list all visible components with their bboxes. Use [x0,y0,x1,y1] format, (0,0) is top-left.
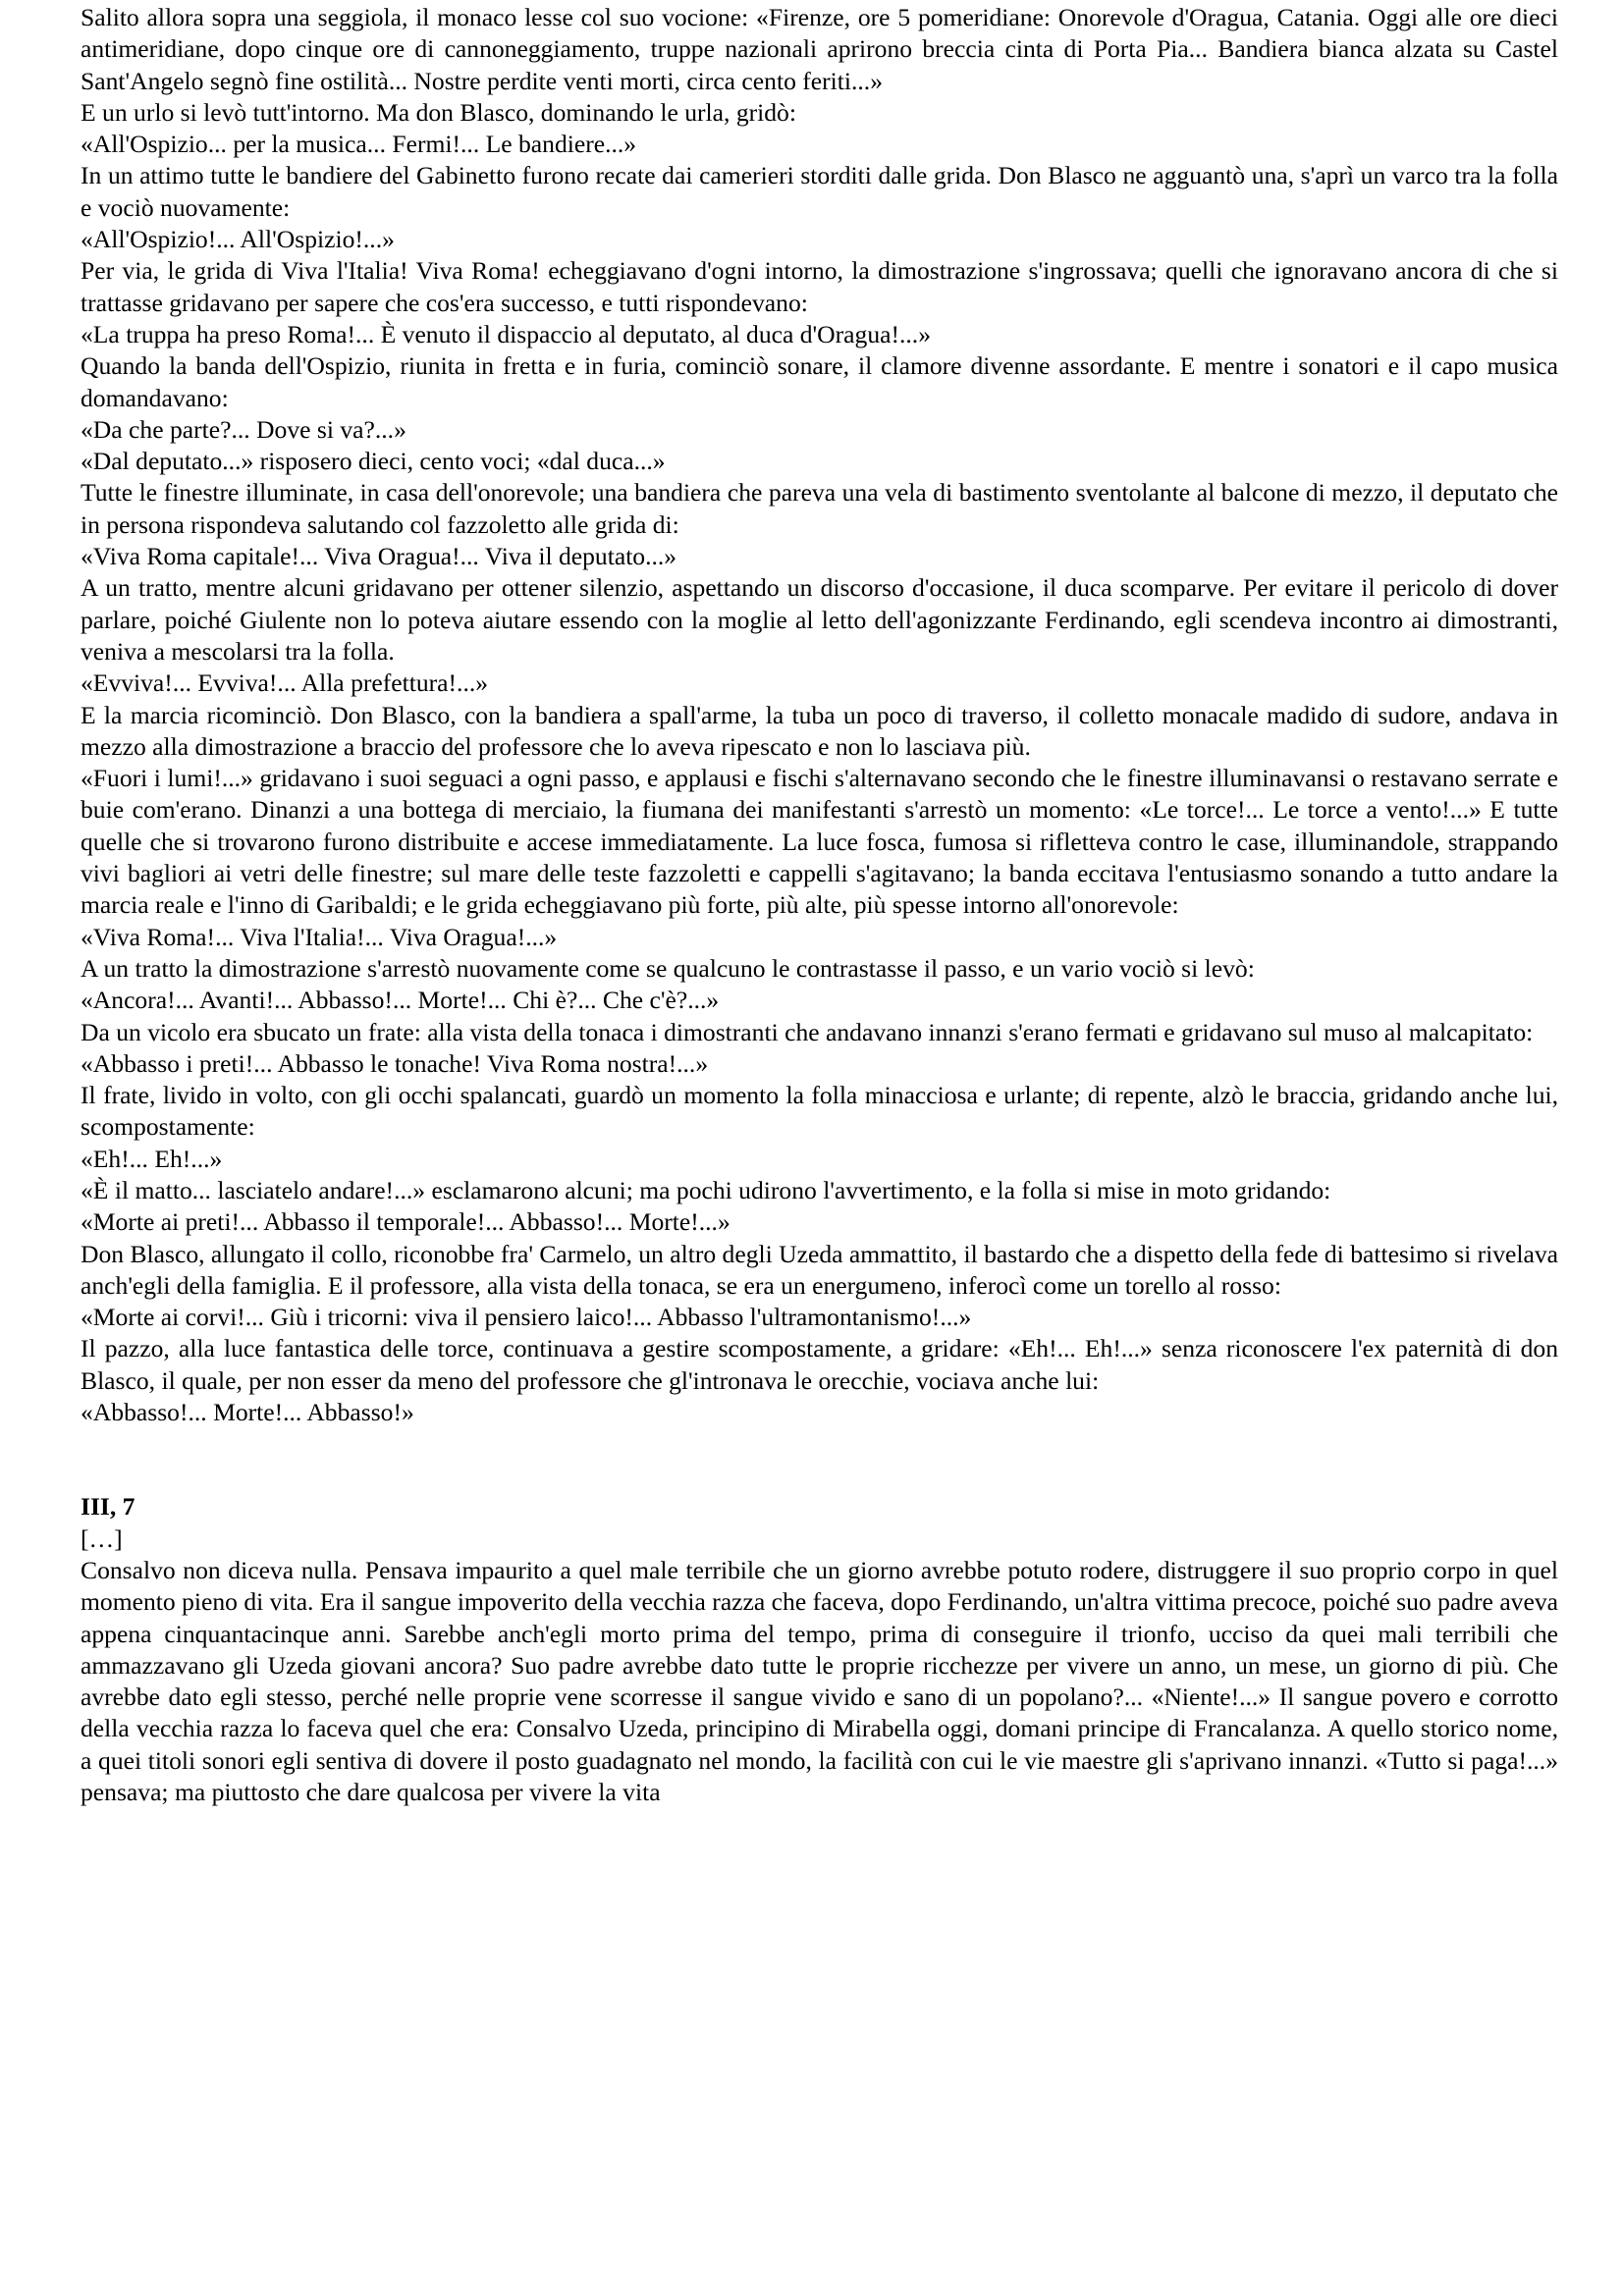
paragraph: Per via, le grida di Viva l'Italia! Viva Roma! echeggiavano d'ogni intorno, la dimostrazione s'ingrossava; quelli che ignoravano ancora di che si trattasse gridavano per sapere che cos'era successo, e tutti rispondevano: [81,256,1558,317]
section-heading: III, 7 [81,1492,135,1522]
paragraph: «Viva Roma!... Viva l'Italia!... Viva Oragua!...» [81,922,558,951]
paragraph: «Eh!... Eh!...» [81,1144,223,1173]
paragraph: «Viva Roma capitale!... Viva Oragua!... Viva il deputato...» [81,542,677,571]
document-page [81,2,1558,1808]
paragraph: In un attimo tutte le bandiere del Gabinetto furono recate dai camerieri storditi dalle grida. Don Blasco ne agguantò una, s'aprì un varco tra la folla e vociò nuovamente: [81,161,1558,222]
paragraph: Don Blasco, allungato il collo, riconobbe fra' Carmelo, un altro degli Uzeda ammattito, il bastardo che a dispetto della fede di battesimo si rivelava anch'egli della famiglia. E il professore, alla vista della tonaca, se era un energumeno, inferocì come un torello al rosso: [81,1239,1558,1300]
paragraph: «La truppa ha preso Roma!... È venuto il dispaccio al deputato, al duca d'Oragua!...» [81,319,931,348]
paragraph: Salito allora sopra una seggiola, il monaco lesse col suo vocione: «Firenze, ore 5 pomeridiane: Onorevole d'Oragua, Catania. Oggi alle ore dieci antimeridiane, dopo cinque ore di cannoneggiamento, truppe nazionali aprirono breccia cinta di Porta Pia... Bandiera bianca alzata su Castel Sant'Angelo segnò fine ostilità... Nostre perdite venti morti, circa cento feriti...» [81,3,1558,95]
paragraph: «All'Ospizio... per la musica... Fermi!... Le bandiere...» [81,130,637,159]
paragraph: «Morte ai preti!... Abbasso il temporale!... Abbasso!... Morte!...» [81,1207,730,1237]
paragraph: «Evviva!... Evviva!... Alla prefettura!...» [81,668,489,698]
section-paragraph: Consalvo non diceva nulla. Pensava impaurito a quel male terribile che un giorno avrebbe potuto rodere, distruggere il suo proprio corpo in quel momento pieno di vita. Era il sangue impoverito della vecchia razza che faceva, dopo Ferdinando, un'altra vittima precoce, poiché suo padre aveva appena cinquantacinque anni. Sarebbe anch'egli morto prima del tempo, prima di conseguire il trionfo, ucciso da quei mali terribili che ammazzavano gli Uzeda giovani ancora? Suo padre avrebbe dato tutte le proprie ricchezze per vivere un anno, un mese, un giorno di più. Che avrebbe dato egli stesso, perché nelle proprie vene scorresse il sangue vivido e sano di un popolano?... «Niente!...» Il sangue povero e corrotto della vecchia razza lo faceva quel che era: Consalvo Uzeda, principino di Mirabella oggi, domani principe di Francalanza. A quello storico nome, a quei titoli sonori egli sentiva di dovere il posto guadagnato nel mondo, la facilità con cui le vie maestre gli s'aprivano innanzi. «Tutto si paga!...» pensava; ma piuttosto che dare qualcosa per vivere la vita [81,1555,1558,1807]
paragraph: Da un vicolo era sbucato un frate: alla vista della tonaca i dimostranti che andavano innanzi s'erano fermati e gridavano sul muso al malcapitato: [81,1017,1534,1046]
paragraph: A un tratto la dimostrazione s'arrestò nuovamente come se qualcuno le contrastasse il passo, e un vario vociò si levò: [81,953,1255,983]
paragraph: «All'Ospizio!... All'Ospizio!...» [81,225,395,254]
paragraph: «Ancora!... Avanti!... Abbasso!... Morte!... Chi è?... Che c'è?...» [81,986,720,1015]
paragraph: «Abbasso i preti!... Abbasso le tonache! Viva Roma nostra!...» [81,1048,709,1078]
paragraph: E un urlo si levò tutt'intorno. Ma don Blasco, dominando le urla, gridò: [81,97,796,127]
paragraph: Il pazzo, alla luce fantastica delle torce, continuava a gestire scompostamente, a gridare: «Eh!... Eh!...» senza riconoscere l'ex paternità di don Blasco, il quale, per non esser da meno del professore che gl'intronava le orecchie, vociava anche lui: [81,1334,1558,1395]
paragraph: «Dal deputato...» risposero dieci, cento voci; «dal duca...» [81,447,666,476]
paragraph: E la marcia ricominciò. Don Blasco, con la bandiera a spall'arme, la tuba un poco di traverso, il colletto monacale madido di sudore, andava in mezzo alla dimostrazione a braccio del professore che lo aveva ripescato e non lo lasciava più. [81,700,1558,761]
paragraph: Tutte le finestre illuminate, in casa dell'onorevole; una bandiera che pareva una vela di bastimento sventolante al balcone di mezzo, il deputato che in persona rispondeva salutando col fazzoletto alle grida di: [81,478,1558,539]
section-ellipsis: […] [81,1523,123,1553]
paragraph: «Da che parte?... Dove si va?...» [81,414,406,444]
paragraph: «È il matto... lasciatelo andare!...» esclamarono alcuni; ma pochi udirono l'avvertimento, e la folla si mise in moto gridando: [81,1175,1331,1204]
paragraph: Il frate, livido in volto, con gli occhi spalancati, guardò un momento la folla minacciosa e urlante; di repente, alzò le braccia, gridando anche lui, scompostamente: [81,1081,1558,1142]
paragraph: Quando la banda dell'Ospizio, riunita in fretta e in furia, cominciò sonare, il clamore divenne assordante. E mentre i sonatori e il capo musica domandavano: [81,351,1558,412]
paragraph: «Fuori i lumi!...» gridavano i suoi seguaci a ogni passo, e applausi e fischi s'alternavano secondo che le finestre illuminavansi o restavano serrate e buie com'erano. Dinanzi a una bottega di merciaio, la fiumana dei manifestanti s'arrestò un momento: «Le torce!... Le torce a vento!...» E tutte quelle che si trovarono furono distribuite e accese immediatamente. La luce fosca, fumosa si rifletteva contro le case, illuminandole, strappando vivi bagliori ai vetri delle finestre; sul mare delle teste fazzoletti e cappelli s'agitavano; la banda eccitava l'entusiasmo sonando a tutto andare la marcia reale e l'inno di Garibaldi; e le grida echeggiavano più forte, più alte, più spesse intorno all'onorevole: [81,764,1558,920]
paragraph: A un tratto, mentre alcuni gridavano per ottener silenzio, aspettando un discorso d'occasione, il duca scomparve. Per evitare il pericolo di dover parlare, poiché Giulente non lo poteva aiutare essendo con la moglie al letto dell'agonizzante Ferdinando, egli scendeva incontro ai dimostranti, veniva a mescolarsi tra la folla. [81,573,1558,666]
text-body [81,2,1558,1428]
paragraph: «Morte ai corvi!... Giù i tricorni: viva il pensiero laico!... Abbasso l'ultramontanismo!...» [81,1303,972,1332]
paragraph: «Abbasso!... Morte!... Abbasso!» [81,1398,414,1427]
